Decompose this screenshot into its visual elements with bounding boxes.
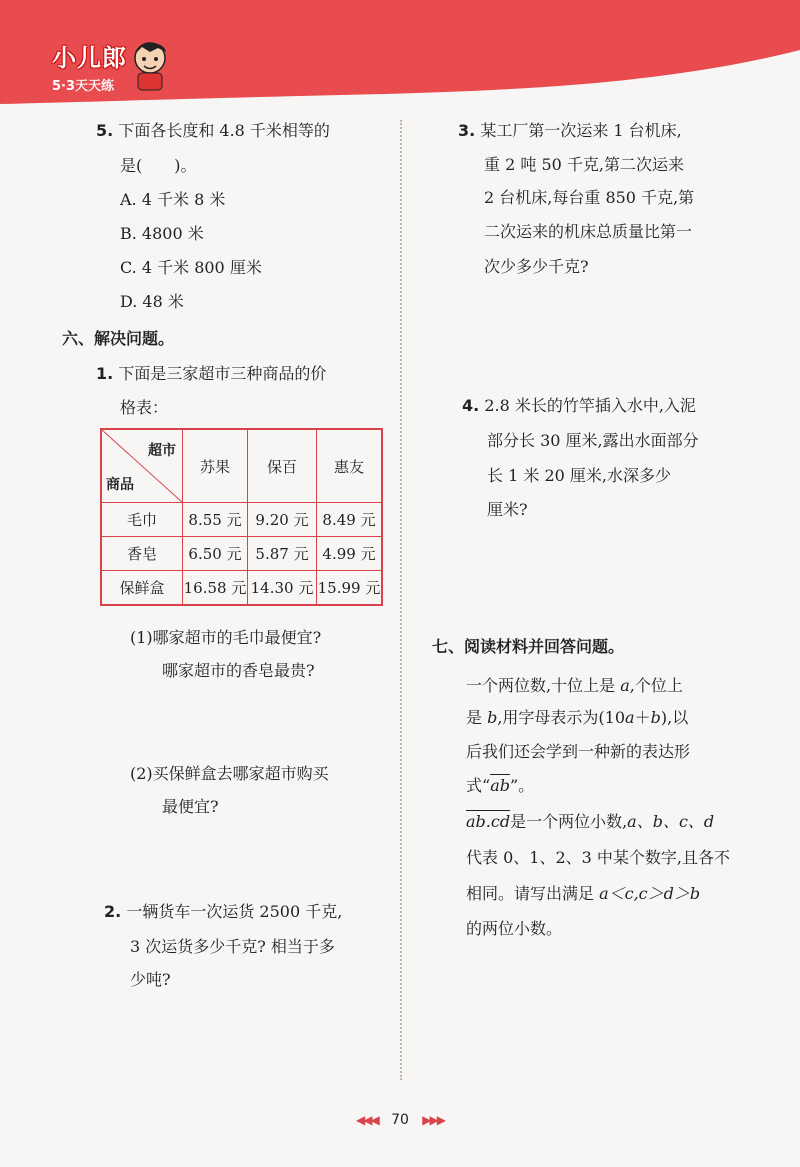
p4-line1: 4. 2.8 米长的竹竿插入水中,入泥: [462, 396, 696, 415]
s7-line3: 后我们还会学到一种新的表达形: [466, 742, 691, 761]
table-cell: 5.87 元: [248, 537, 317, 571]
table-cell: 8.55 元: [183, 503, 248, 537]
p3-line3: 2 台机床,每台重 850 千克,第: [484, 188, 695, 207]
q5-line1: 5. 下面各长度和 4.8 千米相等的: [96, 121, 330, 140]
brand-logo: [52, 38, 127, 94]
s7-line5: ab.cd是一个两位小数,a、b、c、d: [466, 812, 715, 831]
left-arrows-icon: ◀◀◀: [356, 1113, 378, 1127]
corner-label-product: 商品: [106, 477, 134, 493]
q5-number: 5.: [96, 121, 114, 140]
p4-line2: 部分长 30 厘米,露出水面部分: [487, 431, 699, 450]
p1-line1: 1. 下面是三家超市三种商品的价: [96, 364, 327, 383]
table-cell: 8.49 元: [317, 503, 383, 537]
table-cell: 6.50 元: [183, 537, 248, 571]
page-number: 70: [391, 1112, 409, 1128]
section-6-title: 六、解决问题。: [62, 329, 175, 348]
p1-sub2-line1: (2)买保鲜盒去哪家超市购买: [130, 764, 329, 783]
mascot-icon: [128, 38, 172, 92]
table-row: [101, 571, 382, 605]
s7-line7: 相同。请写出满足 a＜c,c＞d＞b: [466, 884, 701, 903]
table-row-label: 香皂: [101, 537, 183, 571]
right-arrows-icon: ▶▶▶: [422, 1113, 444, 1127]
p1-sub1-line2: 哪家超市的香皂最贵?: [162, 661, 315, 680]
p1-sub2-line2: 最便宜?: [162, 797, 219, 816]
brand-subtitle: 5·3天天练: [52, 79, 115, 94]
page-footer: [0, 1112, 800, 1128]
table-cell: 14.30 元: [248, 571, 317, 605]
q5-option-a: A. 4 千米 8 米: [120, 190, 226, 209]
s7-line1: 一个两位数,十位上是 a,个位上: [466, 676, 683, 695]
table-row: [101, 503, 382, 537]
p2-line3: 少吨?: [130, 970, 171, 989]
p3-line5: 次少多少千克?: [484, 257, 589, 276]
p3-line4: 二次运来的机床总质量比第一: [484, 222, 693, 241]
section-7-title: 七、阅读材料并回答问题。: [432, 637, 625, 656]
q5-option-d: D. 48 米: [120, 292, 184, 311]
table-corner-cell: [101, 429, 183, 503]
p1-line2: 格表：: [120, 398, 169, 417]
table-cell: 16.58 元: [183, 571, 248, 605]
brand-title: 小儿郎: [52, 44, 127, 72]
price-table: [100, 428, 383, 606]
table-header-cell: 惠友: [317, 429, 383, 503]
table-header-cell: 保百: [248, 429, 317, 503]
table-header-row: [101, 429, 382, 503]
table-row-label: 毛巾: [101, 503, 183, 537]
p3-line2: 重 2 吨 50 千克,第二次运来: [484, 155, 684, 174]
table-cell: 15.99 元: [317, 571, 383, 605]
p2-line1: 2. 一辆货车一次运货 2500 千克,: [104, 902, 343, 921]
column-divider: [400, 120, 402, 1080]
s7-line2: 是 b,用字母表示为(10a＋b),以: [466, 708, 689, 727]
table-header-cell: 苏果: [183, 429, 248, 503]
table-cell: 4.99 元: [317, 537, 383, 571]
p4-line4: 厘米?: [487, 500, 528, 519]
q5-option-c: C. 4 千米 800 厘米: [120, 258, 262, 277]
table-cell: 9.20 元: [248, 503, 317, 537]
p1-sub1-line1: (1)哪家超市的毛巾最便宜?: [130, 628, 322, 647]
table-row: [101, 537, 382, 571]
q5-option-b: B. 4800 米: [120, 224, 204, 243]
q5-line2: 是( )。: [120, 156, 197, 175]
p4-line3: 长 1 米 20 厘米,水深多少: [487, 466, 671, 485]
table-row-label: 保鲜盒: [101, 571, 183, 605]
s7-line4: 式“ab”。: [466, 776, 535, 795]
p2-line2: 3 次运货多少千克? 相当于多: [130, 937, 335, 956]
p3-line1: 3. 某工厂第一次运来 1 台机床,: [458, 121, 682, 140]
corner-label-supermarket: 超市: [148, 443, 176, 459]
s7-line6: 代表 0、1、2、3 中某个数字,且各不: [466, 848, 730, 867]
s7-line8: 的两位小数。: [466, 919, 563, 938]
